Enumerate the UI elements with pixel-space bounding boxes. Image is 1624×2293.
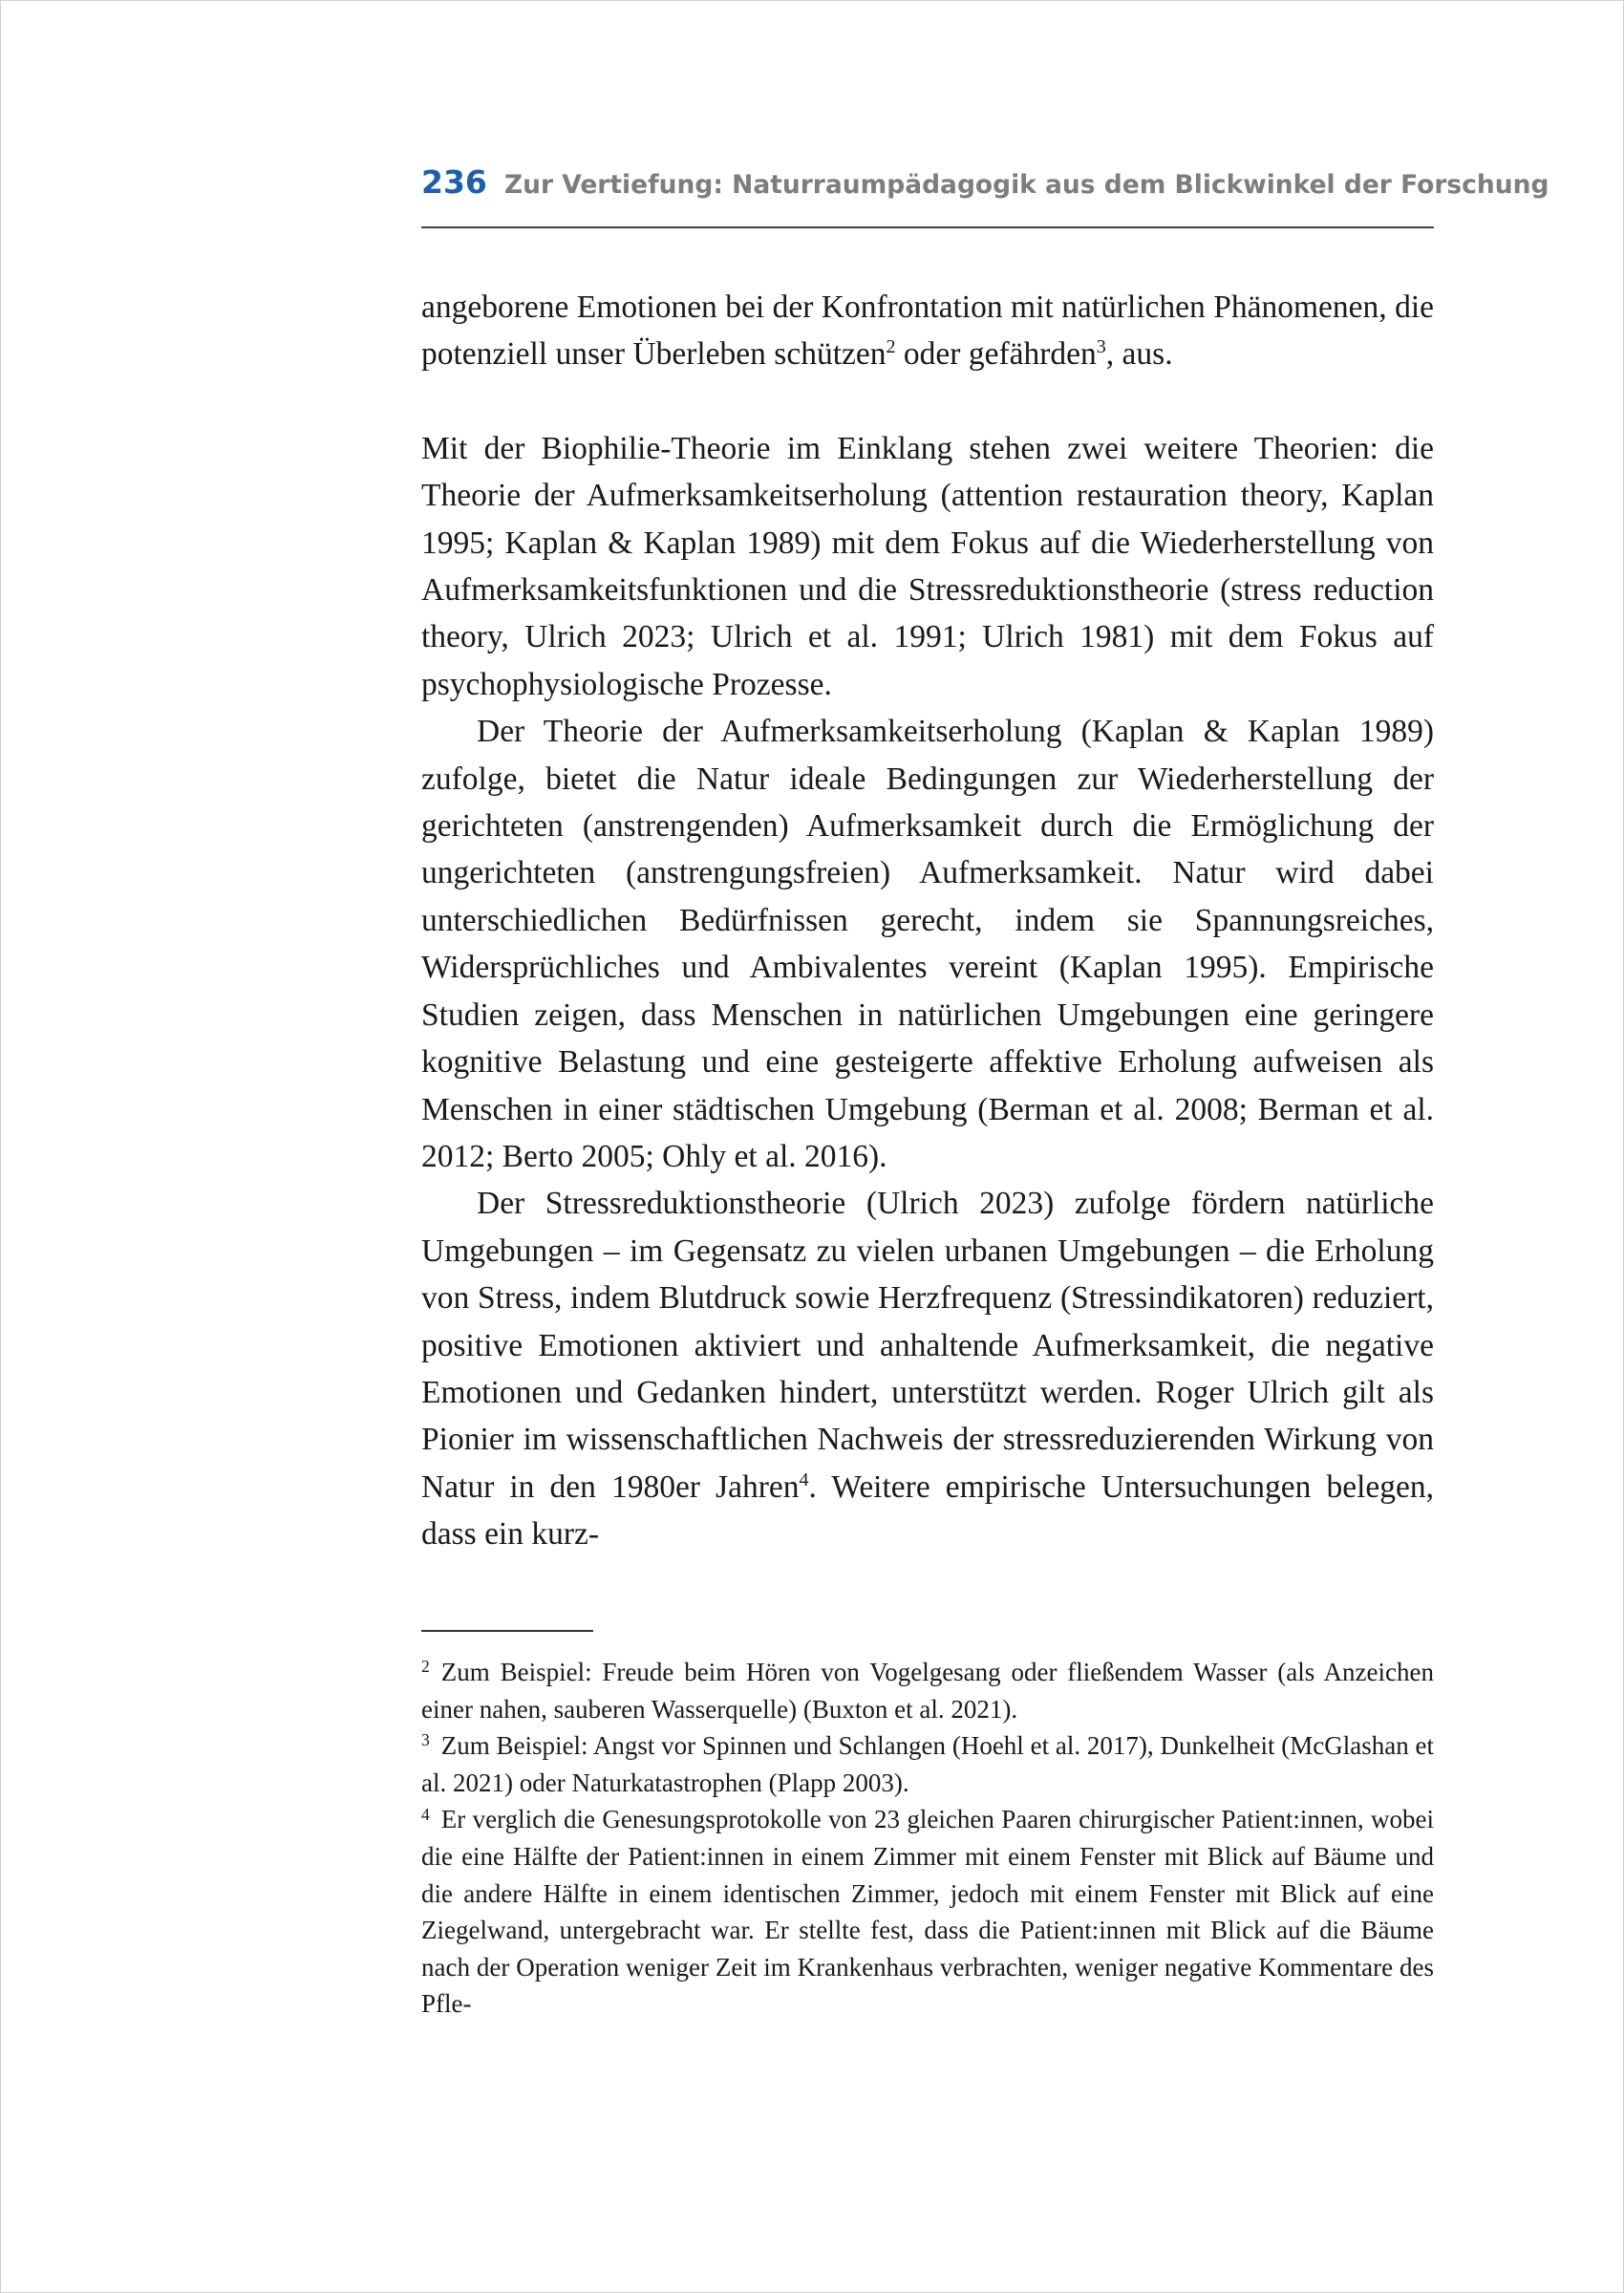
footnote-divider <box>421 1630 593 1632</box>
footnote-4-number: 4 <box>421 1804 430 1824</box>
footnote-3 <box>421 1727 1434 1801</box>
footnote-2-text: Zum Beispiel: Freude beim Hören von Vogelgesang oder fließendem Wasser (als Anzeichen einer nahen, sauberen Wasserquelle) (Buxton et al. 2021). <box>421 1658 1434 1724</box>
footnote-3-number: 3 <box>421 1730 430 1750</box>
paragraph-1 <box>421 284 1434 378</box>
footnote-ref-3[interactable]: 3 <box>1096 336 1106 358</box>
footnote-4 <box>421 1801 1434 2023</box>
paragraph-4-text-a: Der Stressreduktionstheorie (Ulrich 2023) zufolge fördern natürliche Umgebungen – im Gegensatz zu vielen urbanen Umgebungen – die Erholung von Stress, indem Blutdruck sowie Herzfrequenz (Stressindikatoren) reduziert, positive Emotionen aktiviert und anhaltende Aufmerksamkeit, die negative Emotionen und Gedanken hindert, unterstützt werden. Roger Ulrich gilt als Pionier im wissenschaftlichen Nachweis der stressreduzierenden Wirkung von Natur in den 1980er Jahren <box>421 1186 1434 1505</box>
footnote-2-number: 2 <box>421 1657 430 1677</box>
paragraph-3: Der Theorie der Aufmerksamkeitserholung (Kaplan & Kaplan 1989) zufolge, bietet die Natur ideale Bedingungen zur Wiederherstellung der gerichteten (anstrengenden) Aufmerksamkeit durch die Ermöglichung der ungerichteten (anstrengungsfreien) Aufmerksamkeit. Natur wird dabei unterschiedlichen Bedürfnissen gerecht, indem sie Spannungsreiches, Widersprüchliches und Ambivalentes vereint (Kaplan 1995). Empirische Studien zeigen, dass Menschen in natürlichen Umgebungen eine geringere kognitive Belastung und eine gesteigerte affektive Erholung aufweisen als Menschen in einer städtischen Umgebung (Berman et al. 2008; Berman et al. 2012; Berto 2005; Ohly et al. 2016). <box>421 714 1434 1174</box>
paragraph-4-text-b: . Weitere empirische Untersuchungen belegen, dass ein kurz- <box>421 1468 1434 1553</box>
paragraph-2: Mit der Biophilie-Theorie im Einklang stehen zwei weitere Theorien: die Theorie der Aufmerksamkeitserholung (attention restauration theory, Kaplan 1995; Kaplan & Kaplan 1989) mit dem Fokus auf die Wiederherstellung von Aufmerksamkeitsfunktionen und die Stressreduktionstheorie (stress reduction theory, Ulrich 2023; Ulrich et al. 1991; Ulrich 1981) mit dem Fokus auf psychophysiologische Prozesse. <box>421 430 1434 702</box>
footnote-ref-2[interactable]: 2 <box>886 336 896 358</box>
footnote-ref-4[interactable]: 4 <box>799 1468 809 1490</box>
page-number: 236 <box>421 163 487 201</box>
footnote-3-text: Zum Beispiel: Angst vor Spinnen und Schlangen (Hoehl et al. 2017), Dunkelheit (McGlashan et al. 2021) oder Naturkatastrophen (Plapp 2003). <box>421 1731 1434 1797</box>
paragraph-1-text-a: angeborene Emotionen bei der Konfrontation mit natürlichen Phänomenen, die potenziell unser Überleben schützen <box>421 289 1434 373</box>
paragraph-1-text-c: , aus. <box>1105 336 1173 373</box>
main-text <box>421 284 1434 1558</box>
footnote-4-text: Er verglich die Genesungsprotokolle von 23 gleichen Paaren chirurgischer Patient:innen, wobei die eine Hälfte der Patient:innen in einem Zimmer mit einem Fenster mit Blick auf Bäume und die andere Hälfte in einem identischen Zimmer, jedoch mit einem Fenster mit Blick auf eine Ziegelwand, untergebracht war. Er stellte fest, dass die Patient:innen mit Blick auf die Bäume nach der Operation weniger Zeit im Krankenhaus verbrachten, weniger negative Kommentare des Pfle- <box>421 1805 1434 2019</box>
footnotes <box>421 1654 1434 2023</box>
paragraph-4 <box>421 1180 1434 1557</box>
paragraph-1-text-b: oder gefährden <box>895 336 1097 373</box>
footnote-2 <box>421 1654 1434 1727</box>
running-header <box>421 163 1549 228</box>
chapter-title: Zur Vertiefung: Naturraumpädagogik aus dem Blickwinkel der Forschung <box>503 170 1549 200</box>
